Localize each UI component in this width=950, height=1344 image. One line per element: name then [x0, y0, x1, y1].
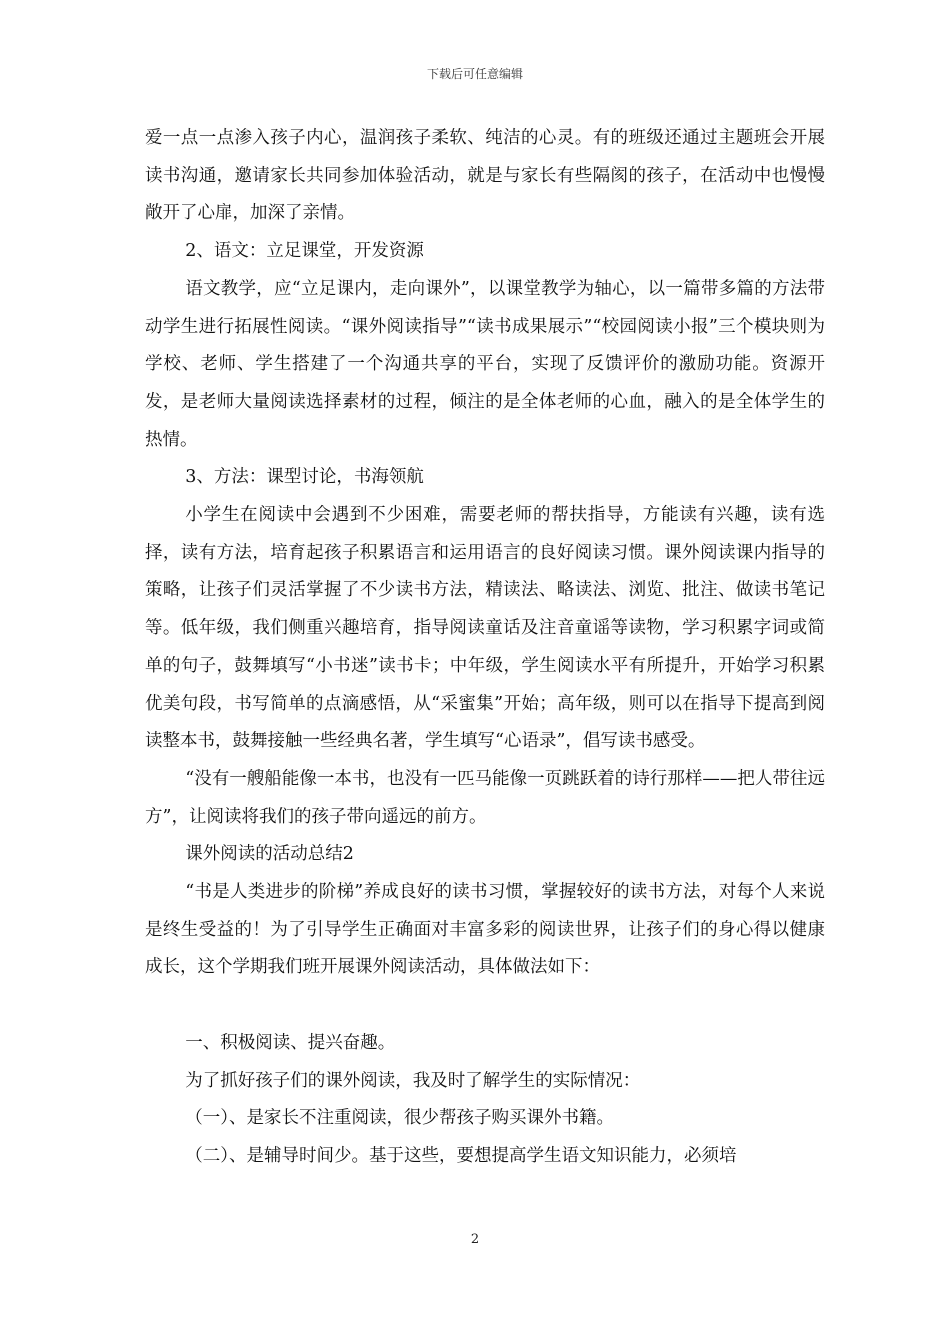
paragraph-summary-intro: “书是人类进步的阶梯”养成良好的读书习惯，掌握较好的读书方法，对每个人来说是终生受益的！为了引导学生正确面对丰富多彩的阅读世界，让孩子们的身心得以健康成长，这个学期我们班开展课外阅读活动，具体做法如下： [145, 882, 825, 978]
page-header: 下载后可任意编辑 [426, 67, 523, 81]
paragraph-chinese-teaching: 语文教学，应“立足课内，走向课外”，以课堂教学为轴心，以一篇带多篇的方法带动学生进行拓展性阅读。“课外阅读指导”“读书成果展示”“校园阅读小报”三个模块则为学校、老师、学生搭建了一个沟通共享的平台，实现了反馈评价的激励功能。资源开发，是老师大量阅读选择素材的过程，倾注的是全体老师的心血，融入的是全体学生的热情。 [145, 278, 825, 450]
list-item-parents: （一）、是家长不注重阅读，很少帮孩子购买课外书籍。 [185, 1108, 614, 1129]
paragraph-continuation: 爱一点一点渗入孩子内心，温润孩子柔软、纯洁的心灵。有的班级还通过主题班会开展读书沟通，邀请家长共同参加体验活动，就是与家长有些隔阂的孩子，在活动中也慢慢敞开了心扉，加深了亲情。 [145, 128, 825, 224]
section-heading-chinese: 2、语文：立足课堂，开发资源 [185, 241, 424, 262]
section-heading-active-reading: 一、积极阅读、提兴奋趣。 [185, 1032, 396, 1053]
page-number: 2 [470, 1232, 480, 1247]
section-heading-method: 3、方法：课型讨论，书海领航 [185, 467, 424, 488]
list-item-tutoring-time: （二）、是辅导时间少。基于这些，要想提高学生语文知识能力，必须培 [185, 1145, 737, 1166]
summary-title: 课外阅读的活动总结2 [185, 844, 354, 865]
paragraph-reading-guidance: 小学生在阅读中会遇到不少困难，需要老师的帮扶指导，方能读有兴趣，读有选择，读有方法，培育起孩子积累语言和运用语言的良好阅读习惯。课外阅读课内指导的策略，让孩子们灵活掌握了不少读书方法，精读法、略读法、浏览、批注、做读书笔记等。低年级，我们侧重兴趣培育，指导阅读童话及注音童谣等读物，学习积累字词或简单的句子，鼓舞填写“小书迷”读书卡；中年级，学生阅读水平有所提升，开始学习积累优美句段，书写简单的点滴感悟，从“采蜜集”开始；高年级，则可以在指导下提高到阅读整本书，鼓舞接触一些经典名著，学生填写“心语录”，倡写读书感受。 [145, 505, 825, 752]
paragraph-situation-intro: 为了抓好孩子们的课外阅读，我及时了解学生的实际情况： [185, 1070, 641, 1091]
document-body [145, 120, 825, 1176]
paragraph-quote: “没有一艘船能像一本书，也没有一匹马能像一页跳跃着的诗行那样——把人带往远方”，让阅读将我们的孩子带向遥远的前方。 [145, 768, 825, 827]
